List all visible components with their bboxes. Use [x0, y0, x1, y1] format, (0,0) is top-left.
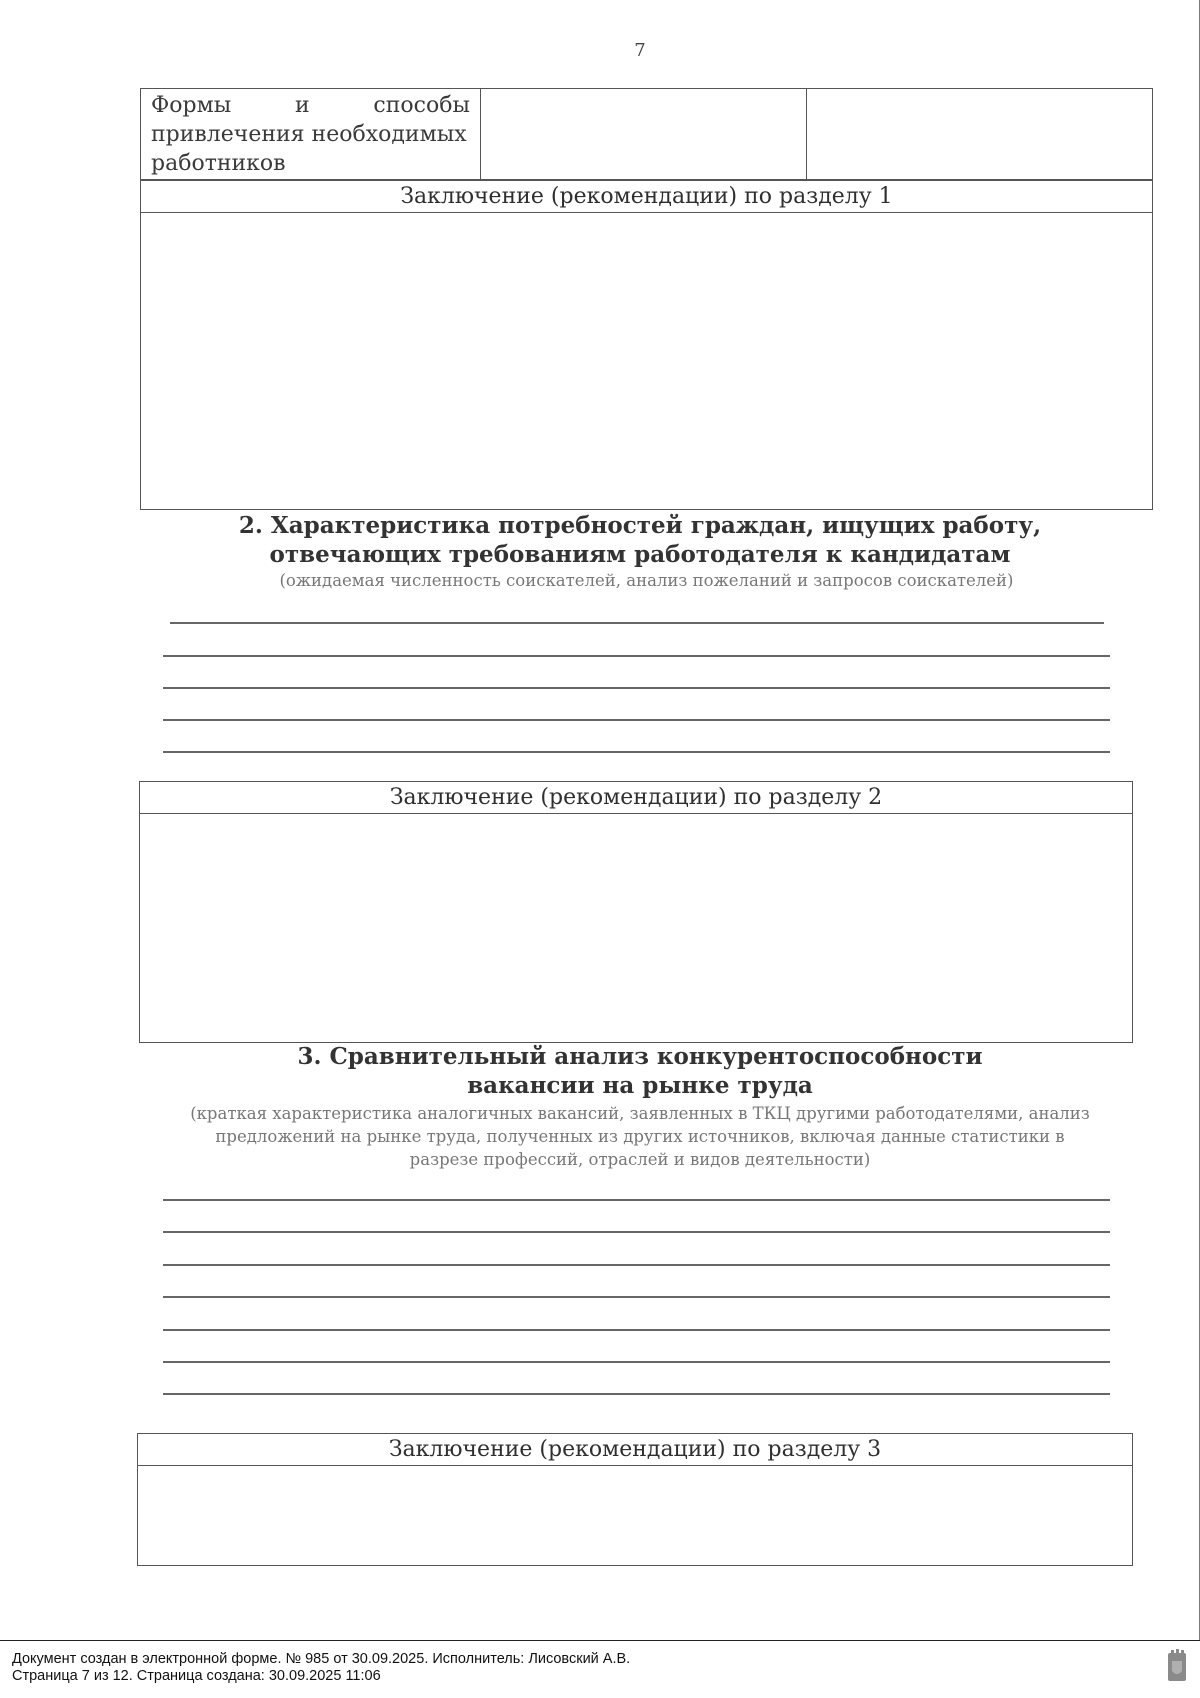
conclusion-header-section-3: Заключение (рекомендации) по разделу 3: [138, 1434, 1132, 1466]
section-2-title: 2. Характеристика потребностей граждан, ищущих работу, отвечающих требованиям работодателя к кандидатам: [238, 512, 1042, 568]
section-2-answer-line[interactable]: [163, 751, 1110, 753]
section-2-answer-line[interactable]: [163, 687, 1110, 689]
section-3-title: 3. Сравнительный анализ конкурентоспособности вакансии на рынке труда: [297, 1043, 983, 1099]
section-3-answer-line[interactable]: [163, 1393, 1110, 1395]
conclusion-input-section-3[interactable]: [138, 1466, 1132, 1565]
section-3-answer-line[interactable]: [163, 1199, 1110, 1201]
section-3-answer-line[interactable]: [163, 1264, 1110, 1266]
section-3-answer-line[interactable]: [163, 1231, 1110, 1233]
section-3-answer-line[interactable]: [163, 1296, 1110, 1298]
form-table-row: [140, 88, 1153, 180]
section-2-answer-line[interactable]: [163, 655, 1110, 657]
section-3-answer-line[interactable]: [163, 1329, 1110, 1331]
page-number: 7: [634, 40, 646, 61]
section-3-subtitle: (краткая характеристика аналогичных вакансий, заявленных в ТКЦ другими работодателями, анализ предложений на рынке труда, полученных из других источников, включая данные статистики в разрезе профессий, отраслей и видов деятельности): [190, 1104, 1090, 1169]
label-word-1: Формы: [151, 93, 232, 118]
conclusion-box-section-2: [139, 781, 1133, 1043]
coat-of-arms-icon: [1166, 1649, 1188, 1683]
conclusion-input-section-2[interactable]: [140, 814, 1132, 1042]
footer-line-2: Страница 7 из 12. Страница создана: 30.09.2025 11:06: [12, 1668, 381, 1684]
table-cell-empty-middle[interactable]: [481, 89, 807, 179]
conclusion-header-section-2: Заключение (рекомендации) по разделу 2: [140, 782, 1132, 814]
table-cell-empty-right[interactable]: [807, 89, 1152, 179]
label-word-2: и: [294, 93, 310, 118]
table-cell-label-line3: работников: [151, 151, 286, 176]
document-footer: [0, 1640, 1200, 1698]
section-2-subtitle: (ожидаемая численность соискателей, анализ пожеланий и запросов соискателей): [279, 571, 1014, 590]
conclusion-box-section-3: [137, 1433, 1133, 1566]
label-word-3: способы: [373, 93, 470, 118]
conclusion-input-section-1[interactable]: [141, 213, 1152, 509]
table-cell-label-line2: привлечения необходимых: [151, 122, 467, 147]
section-2-answer-line[interactable]: [170, 622, 1104, 624]
footer-line-1: Документ создан в электронной форме. № 985 от 30.09.2025. Исполнитель: Лисовский А.В.: [12, 1651, 631, 1667]
section-2-answer-line[interactable]: [163, 719, 1110, 721]
table-cell-label: [141, 89, 481, 179]
section-3-answer-line[interactable]: [163, 1361, 1110, 1363]
table-cell-label-line1: [151, 91, 470, 120]
conclusion-header-section-1: Заключение (рекомендации) по разделу 1: [141, 181, 1152, 213]
conclusion-box-section-1: [140, 180, 1153, 510]
